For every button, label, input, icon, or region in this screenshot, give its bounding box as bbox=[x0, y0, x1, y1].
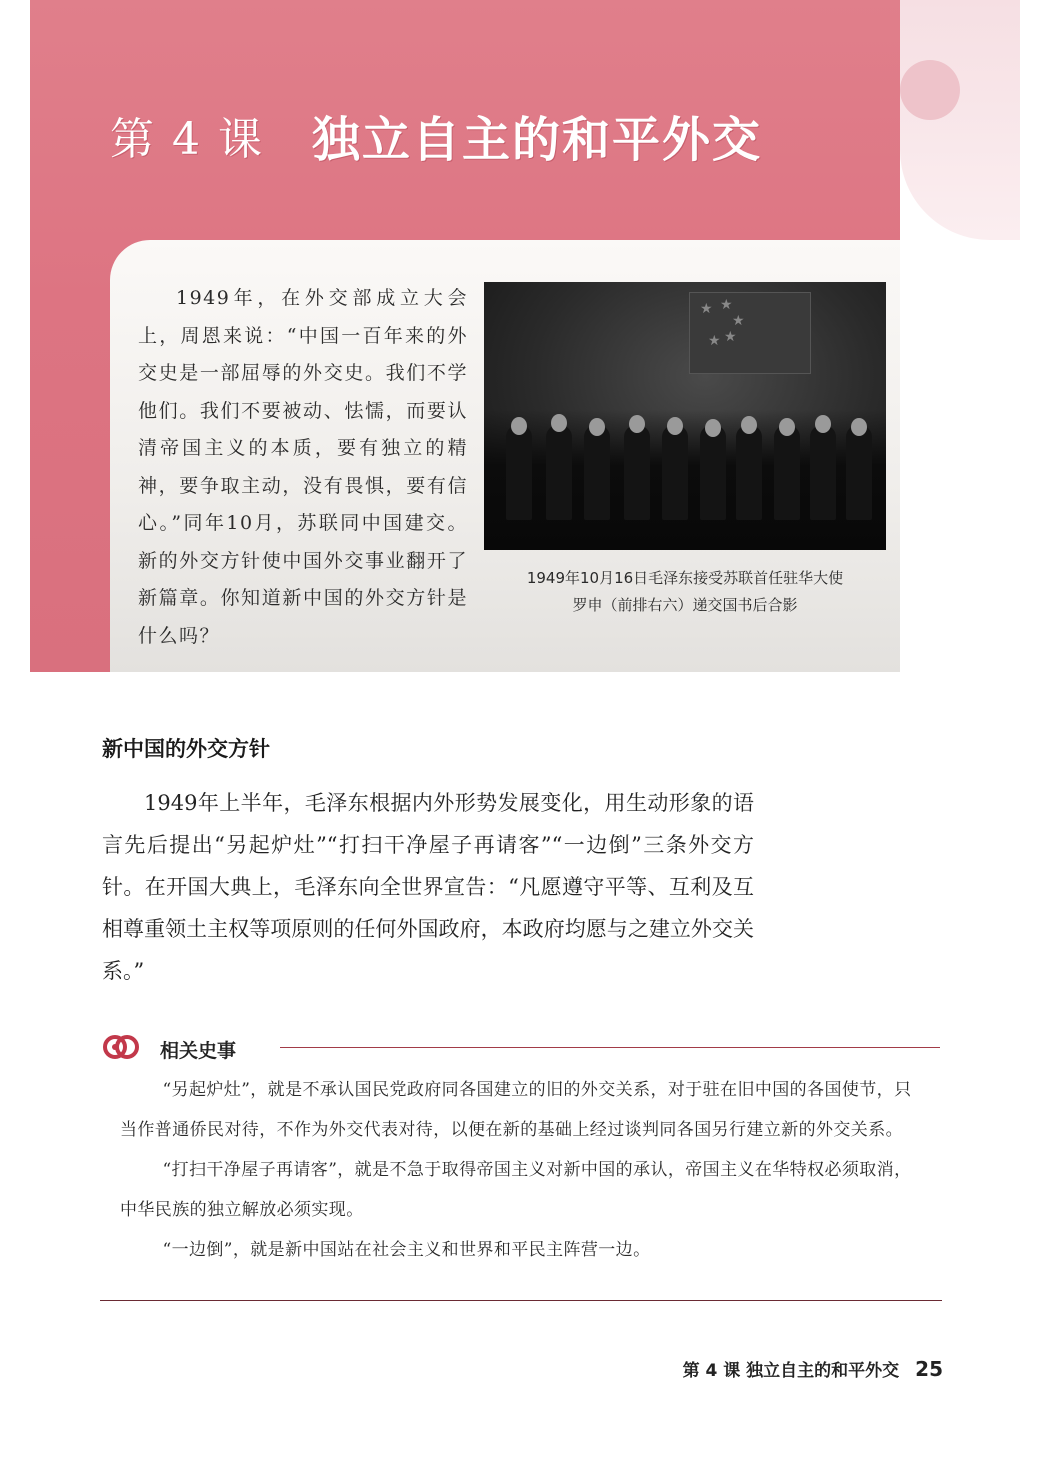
related-paragraph-2: “打扫干净屋子再请客”，就是不急于取得帝国主义对新中国的承认，帝国主义在华特权必须取消，中华民族的独立解放必须实现。 bbox=[120, 1160, 912, 1220]
person-figure bbox=[662, 425, 688, 520]
person-figure bbox=[546, 425, 572, 520]
star-icon: ★ bbox=[724, 329, 737, 345]
person-head bbox=[779, 418, 795, 436]
page-number: 25 bbox=[915, 1357, 943, 1381]
person-figure bbox=[700, 425, 726, 520]
related-paragraph-3: “一边倒”，就是新中国站在社会主义和世界和平民主阵营一边。 bbox=[162, 1240, 651, 1260]
person-head bbox=[851, 418, 867, 436]
bottom-divider bbox=[100, 1300, 942, 1301]
section-heading: 新中国的外交方针 bbox=[102, 737, 270, 761]
star-icon: ★ bbox=[708, 333, 721, 349]
page-footer bbox=[683, 1356, 943, 1381]
related-paragraph-1: “另起炉灶”，就是不承认国民党政府同各国建立的旧的外交关系，对于驻在旧中国的各国使节，只当作普通侨民对待，不作为外交代表对待，以便在新的基础上经过谈判同各国另行建立新的外交关系。 bbox=[120, 1080, 912, 1140]
footer-lesson-label: 第 4 课 独立自主的和平外交 bbox=[682, 1361, 900, 1381]
person-head bbox=[815, 415, 831, 433]
person-figure bbox=[846, 425, 872, 520]
person-head bbox=[667, 417, 683, 435]
section-paragraph: 1949年上半年，毛泽东根据内外形势发展变化，用生动形象的语言先后提出“另起炉灶”“打扫干净屋子再请客”“一边倒”三条外交方针。在开国大典上，毛泽东向全世界宣告：“凡愿遵守平等、互利及互相尊重领土主权等项原则的任何外国政府，本政府均愿与之建立外交关系。” bbox=[102, 791, 754, 983]
flag-backdrop bbox=[689, 292, 811, 374]
person-figure bbox=[624, 425, 650, 520]
person-head bbox=[589, 418, 605, 436]
person-figure bbox=[584, 425, 610, 520]
section-body bbox=[102, 782, 754, 992]
person-figure bbox=[506, 425, 532, 520]
swirl-icon bbox=[102, 1030, 140, 1064]
related-divider bbox=[280, 1047, 940, 1048]
person-head bbox=[629, 415, 645, 433]
corner-decoration bbox=[900, 0, 1020, 240]
lesson-title bbox=[110, 100, 762, 170]
star-icon: ★ bbox=[720, 297, 733, 313]
intro-text: 1949年，在外交部成立大会上，周恩来说：“中国一百年来的外交史是一部屈辱的外交史。我们不学他们。我们不要被动、怯懦，而要认清帝国主义的本质，要有独立的精神，要争取主动，没有畏惧，要有信心。”同年10月，苏联同中国建交。新的外交方针使中国外交事业翻开了新篇章。你知道新中国的外交方针是什么吗？ bbox=[138, 287, 468, 647]
person-figure bbox=[774, 425, 800, 520]
photo-caption bbox=[484, 565, 886, 619]
historical-photo bbox=[484, 282, 886, 550]
related-history-label: 相关史事 bbox=[160, 1040, 237, 1062]
person-figure bbox=[810, 425, 836, 520]
lesson-name: 独立自主的和平外交 bbox=[311, 111, 762, 168]
person-head bbox=[551, 414, 567, 432]
related-history-header bbox=[102, 1030, 940, 1066]
photo-caption-line2: 罗申（前排右六）递交国书后合影 bbox=[572, 596, 798, 614]
lesson-number: 第 4 课 bbox=[110, 114, 264, 165]
person-head bbox=[705, 419, 721, 437]
person-head bbox=[511, 417, 527, 435]
star-icon: ★ bbox=[732, 313, 745, 329]
related-history-body bbox=[120, 1070, 928, 1270]
person-figure bbox=[736, 425, 762, 520]
person-head bbox=[741, 416, 757, 434]
photo-caption-line1: 1949年10月16日毛泽东接受苏联首任驻华大使 bbox=[526, 569, 844, 587]
star-icon: ★ bbox=[700, 301, 713, 317]
